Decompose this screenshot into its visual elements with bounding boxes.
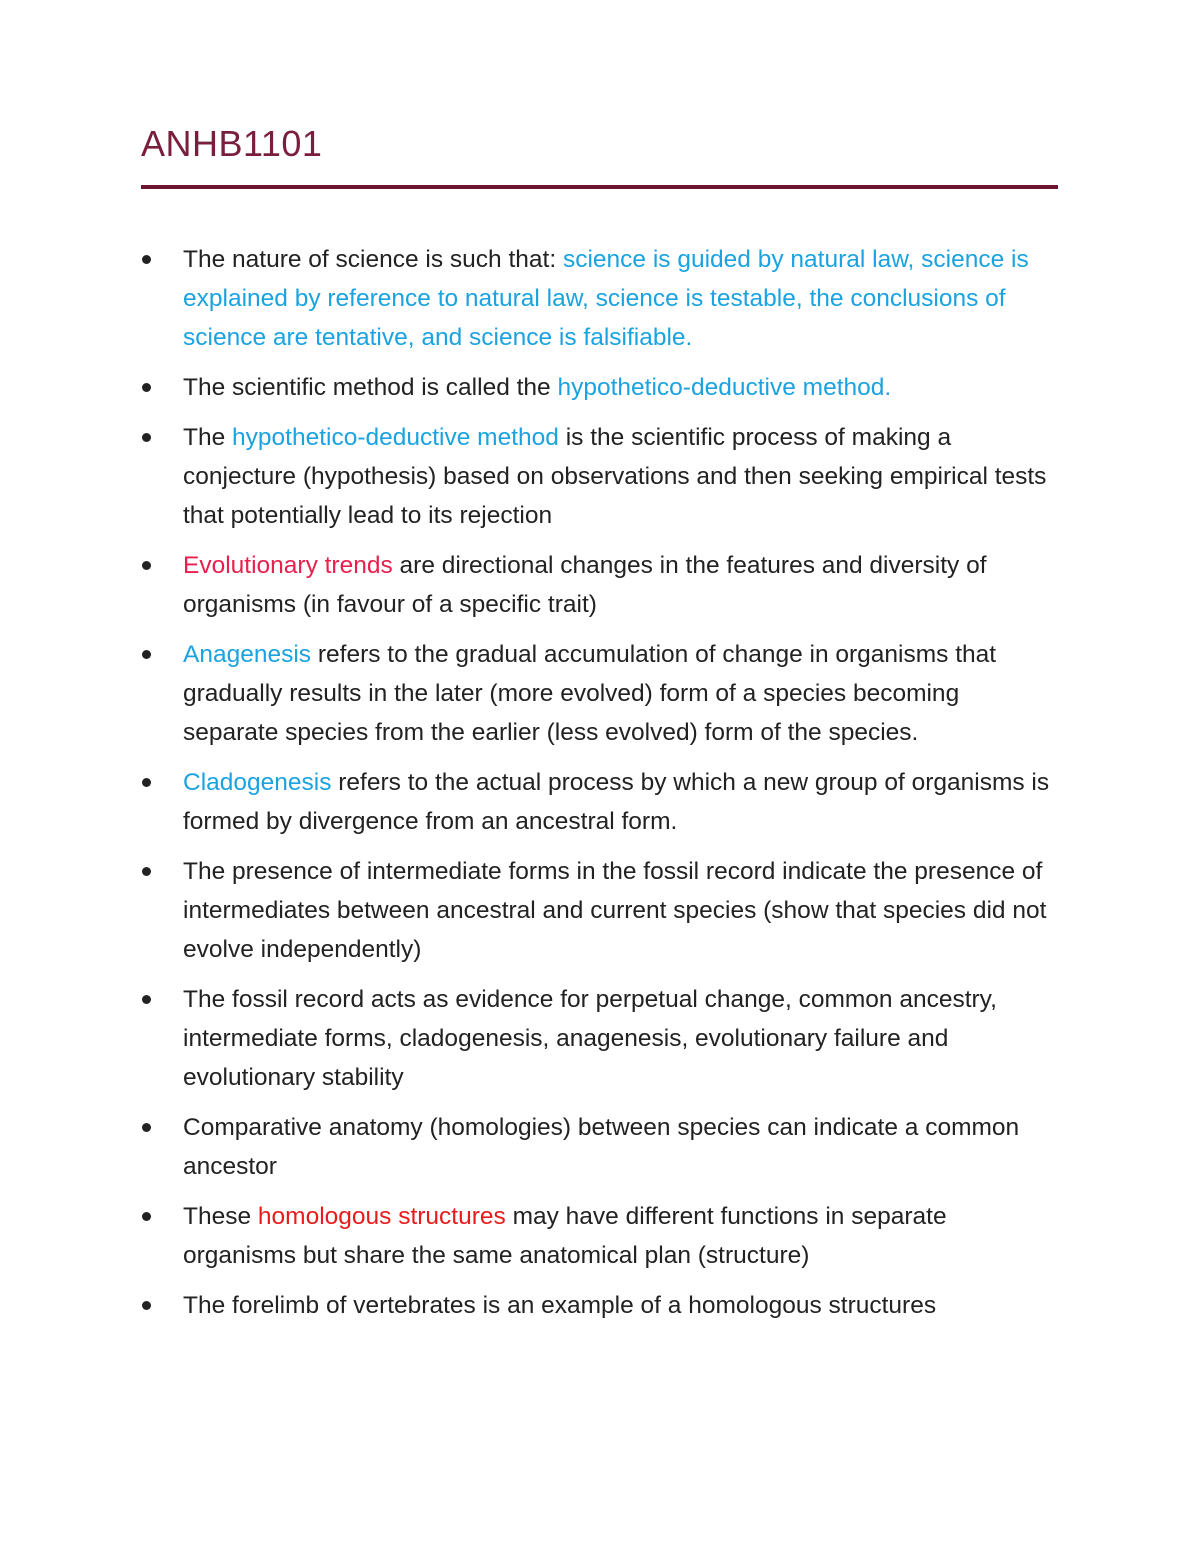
bullet-item-hypothetico-deductive [141,418,1061,535]
bullet-item-forelimb [141,1286,1061,1325]
bullet-text: is the scientific process of making a conjecture (hypothesis) based on observations and then seeking empirical tests that potentially lead to its rejection [183,424,1047,529]
bullet-item-scientific-method [141,368,1061,407]
bullet-dot-icon [142,778,151,787]
bullet-dot-icon [142,1212,151,1221]
highlight-text: Evolutionary trends [183,552,393,579]
bullet-text: The [183,424,233,451]
highlight-text: Cladogenesis [183,769,332,796]
bullet-item-evolutionary-trends [141,546,1061,624]
bullet-item-cladogenesis [141,763,1061,841]
document-title: ANHB1101 [141,123,323,164]
title-divider [141,185,1058,189]
bullet-text: The fossil record acts as evidence for perpetual change, common ancestry, intermediate forms, cladogenesis, anagenesis, evolutionary failure and evolutionary stability [183,986,997,1091]
bullet-text: may have different functions in separate organisms but share the same anatomical plan (structure) [183,1203,947,1269]
bullet-item-homologous-structures [141,1197,1061,1275]
highlight-text: hypothetico-deductive method. [557,374,892,401]
bullet-item-anagenesis [141,635,1061,752]
highlight-text: Anagenesis [183,641,312,668]
bullet-item-intermediate-forms [141,852,1061,969]
bullet-text: These [183,1203,258,1230]
highlight-text: homologous structures [257,1203,506,1230]
bullet-text: The scientific method is called the [183,374,558,401]
bullet-dot-icon [142,867,151,876]
highlight-text: hypothetico-deductive method [232,424,559,451]
bullet-text: Comparative anatomy (homologies) between species can indicate a common ancestor [183,1114,1020,1180]
bullet-dot-icon [142,995,151,1004]
bullet-dot-icon [142,1301,151,1310]
highlight-text: science is guided by natural law, science is explained by reference to natural law, science is testable, the conclusions of science are tentative, and science is falsifiable. [183,246,1029,351]
bullet-dot-icon [142,650,151,659]
bullet-text: refers to the gradual accumulation of change in organisms that gradually results in the later (more evolved) form of a species becoming separate species from the earlier (less evolved) form of the species. [183,641,997,746]
bullet-text: The presence of intermediate forms in the fossil record indicate the presence of intermediates between ancestral and current species (show that species did not evolve independently) [183,858,1047,963]
bullet-dot-icon [142,1123,151,1132]
bullet-text: refers to the actual process by which a new group of organisms is formed by divergence from an ancestral form. [183,769,1050,835]
bullet-item-comparative-anatomy [141,1108,1061,1186]
bullet-text: The nature of science is such that: [183,246,563,273]
bullet-dot-icon [142,255,151,264]
bullet-item-fossil-record [141,980,1061,1097]
bullet-text: are directional changes in the features and diversity of organisms (in favour of a specific trait) [183,552,987,618]
bullet-item-nature-of-science [141,240,1061,357]
bullet-dot-icon [142,561,151,570]
bullet-dot-icon [142,433,151,442]
bullet-list [141,240,1061,1336]
bullet-text: The forelimb of vertebrates is an example of a homologous structures [183,1292,937,1319]
bullet-dot-icon [142,383,151,392]
